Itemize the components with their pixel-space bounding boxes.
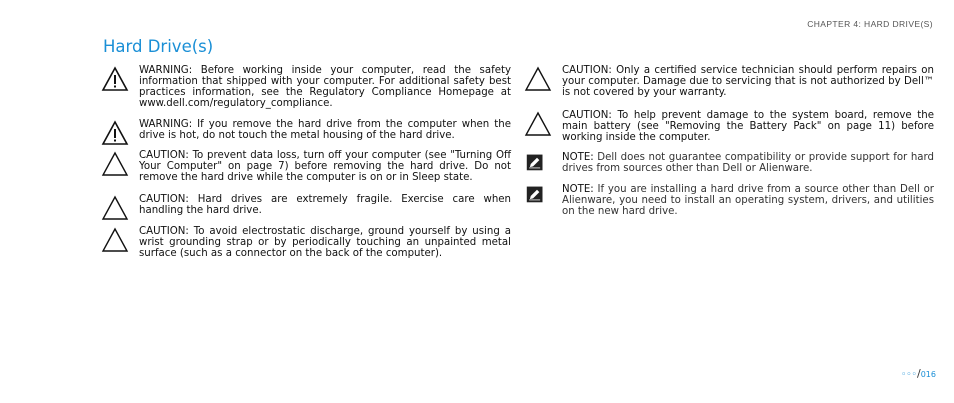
caution-note [101,151,511,184]
caution-icon [101,151,129,177]
section-title: Hard Drive(s) [103,37,214,56]
caution-icon [101,195,129,221]
caution-note [101,227,511,260]
caution-note [524,111,934,144]
note-text: CAUTION: Only a certified service technician should perform repairs on your computer. Damage due to servicing that is not authorized by Dell™ is not covered by your warranty. [562,65,934,98]
page-mark: ◦◦◦ [901,370,917,380]
chapter-heading: CHAPTER 4: HARD DRIVE(S) [807,19,933,29]
warning-icon [101,120,129,146]
page-number-value: 016 [920,370,936,379]
note-icon [526,153,548,175]
caution-note [524,66,934,99]
note-text: If you are installing a hard drive from a source other than Dell or Alienware, you need to install an operating system, drivers, and utilities on the new hard drive. [562,184,934,218]
info-note [524,185,934,218]
warning-note [101,66,511,110]
page-number: ◦◦◦/016 [901,367,936,380]
note-icon [526,185,548,207]
caution-note [101,195,511,217]
warning-icon [101,66,129,92]
note-text: CAUTION: To prevent data loss, turn off your computer (see "Turning Off Your Computer" on page 7) before removing the hard drive. Do not remove the hard drive while the computer is on or in Sleep state. [139,150,511,184]
caution-icon [101,227,129,253]
note-lead: NOTE: [562,184,594,196]
note-text: WARNING: Before working inside your computer, read the safety information that shipped with your computer. For additional safety best practices information, see the Regulatory Compliance Homepage at www.dell.com/regulatory_compliance. [139,65,511,109]
note-text: Dell does not guarantee compatibility or provide support for hard drives from sources other than Dell or Alienware. [562,152,934,175]
note-text: CAUTION: Hard drives are extremely fragile. Exercise care when handling the hard drive. [139,194,511,217]
note-text: CAUTION: To avoid electrostatic discharge, ground yourself by using a wrist grounding strap or by periodically touching an unpainted metal surface (such as a connector on the back of the computer). [139,225,511,259]
caution-icon [524,111,552,137]
note-lead: NOTE: [562,152,594,164]
left-column [101,66,511,269]
info-note [524,153,934,175]
note-text: CAUTION: To help prevent damage to the system board, remove the main battery (see "Removing the Battery Pack" on page 11) before working inside the computer. [562,109,934,143]
right-column [524,66,934,227]
note-text: WARNING: If you remove the hard drive from the computer when the drive is hot, do not touch the metal housing of the hard drive. [139,118,511,141]
warning-note [101,120,511,142]
caution-icon [524,66,552,92]
